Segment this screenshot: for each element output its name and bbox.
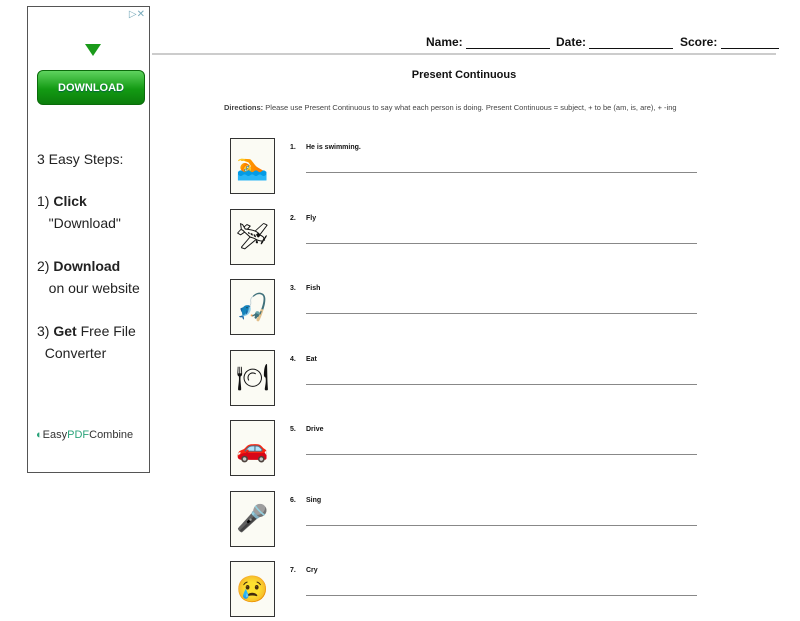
item-prompt: Eat — [306, 355, 317, 363]
step-rest: on our website — [48, 280, 140, 296]
worksheet-item — [230, 420, 700, 480]
item-prompt: Drive — [306, 426, 324, 433]
answer-line[interactable] — [306, 525, 697, 526]
logo-text: PDF — [67, 429, 90, 441]
score-field — [680, 35, 779, 49]
step-rest-2: Converter — [44, 345, 107, 361]
logo-icon: ◐ — [36, 429, 43, 441]
directions-text: Please use Present Continuous to say what each person is doing. Present Continuous = subject, + to be (am, is, are), + -ing — [265, 103, 677, 112]
down-arrow-icon — [85, 44, 101, 56]
item-number: 1. — [290, 144, 296, 151]
item-prompt: Fly — [306, 214, 317, 222]
worksheet-item — [230, 279, 700, 339]
worksheet-item — [230, 491, 700, 551]
date-field — [556, 35, 673, 49]
clipart-image-icon: 🛩 — [230, 209, 275, 265]
date-blank — [589, 36, 673, 49]
clipart-image-icon: 🏊 — [230, 138, 275, 194]
answer-line[interactable] — [306, 172, 697, 173]
worksheet-item — [230, 209, 700, 269]
answer-line[interactable] — [306, 595, 697, 596]
answer-line[interactable] — [306, 384, 697, 385]
item-number: 7. — [290, 567, 296, 574]
score-label: Score: — [680, 35, 718, 49]
easypdfcombine-logo[interactable] — [36, 429, 133, 441]
ad-step-2 — [37, 255, 140, 299]
worksheet-item — [230, 561, 700, 621]
date-label: Date: — [556, 35, 587, 49]
logo-text: Combine — [89, 429, 134, 441]
item-prompt: Sing — [306, 496, 322, 504]
step-num: 3) — [37, 323, 50, 339]
ad-download-button[interactable]: DOWNLOAD — [37, 70, 145, 105]
clipart-image-icon: 🎣 — [230, 279, 275, 335]
answer-line[interactable] — [306, 454, 697, 455]
step-num: 2) — [37, 258, 50, 274]
clipart-image-icon: 😢 — [230, 561, 275, 617]
step-num: 1) — [37, 193, 50, 209]
directions-label: Directions: — [224, 103, 264, 112]
worksheet-item — [230, 138, 700, 198]
step-rest: Free File — [80, 323, 136, 339]
worksheet-title: Present Continuous — [411, 69, 517, 81]
item-prompt: Cry — [306, 567, 318, 574]
item-prompt: He is swimming. — [306, 144, 361, 151]
step-bold: Click — [53, 193, 87, 209]
step-bold: Get — [53, 323, 77, 339]
item-number: 6. — [290, 496, 296, 504]
answer-line[interactable] — [306, 313, 697, 314]
name-blank — [466, 36, 550, 49]
clipart-image-icon: 🎤 — [230, 491, 275, 547]
name-label: Name: — [426, 35, 463, 49]
item-number: 2. — [290, 214, 296, 222]
clipart-image-icon: 🚗 — [230, 420, 275, 476]
clipart-image-icon: 🍽 — [230, 350, 275, 406]
step-rest: "Download" — [48, 215, 121, 231]
directions — [224, 102, 704, 113]
ad-choices-close-icon[interactable]: ▷✕ — [128, 9, 145, 20]
item-number: 4. — [290, 355, 296, 363]
ad-step-3 — [37, 320, 136, 364]
logo-text: Easy — [42, 429, 68, 441]
worksheet-item — [230, 350, 700, 410]
item-number: 5. — [290, 426, 296, 433]
ad-steps-title: 3 Easy Steps: — [37, 151, 124, 167]
item-number: 3. — [290, 285, 296, 292]
answer-line[interactable] — [306, 243, 697, 244]
ad-step-1 — [37, 190, 121, 234]
step-bold: Download — [53, 258, 121, 274]
header-divider — [152, 53, 776, 55]
score-blank — [721, 36, 779, 49]
item-prompt: Fish — [306, 285, 321, 292]
name-field — [426, 35, 550, 49]
